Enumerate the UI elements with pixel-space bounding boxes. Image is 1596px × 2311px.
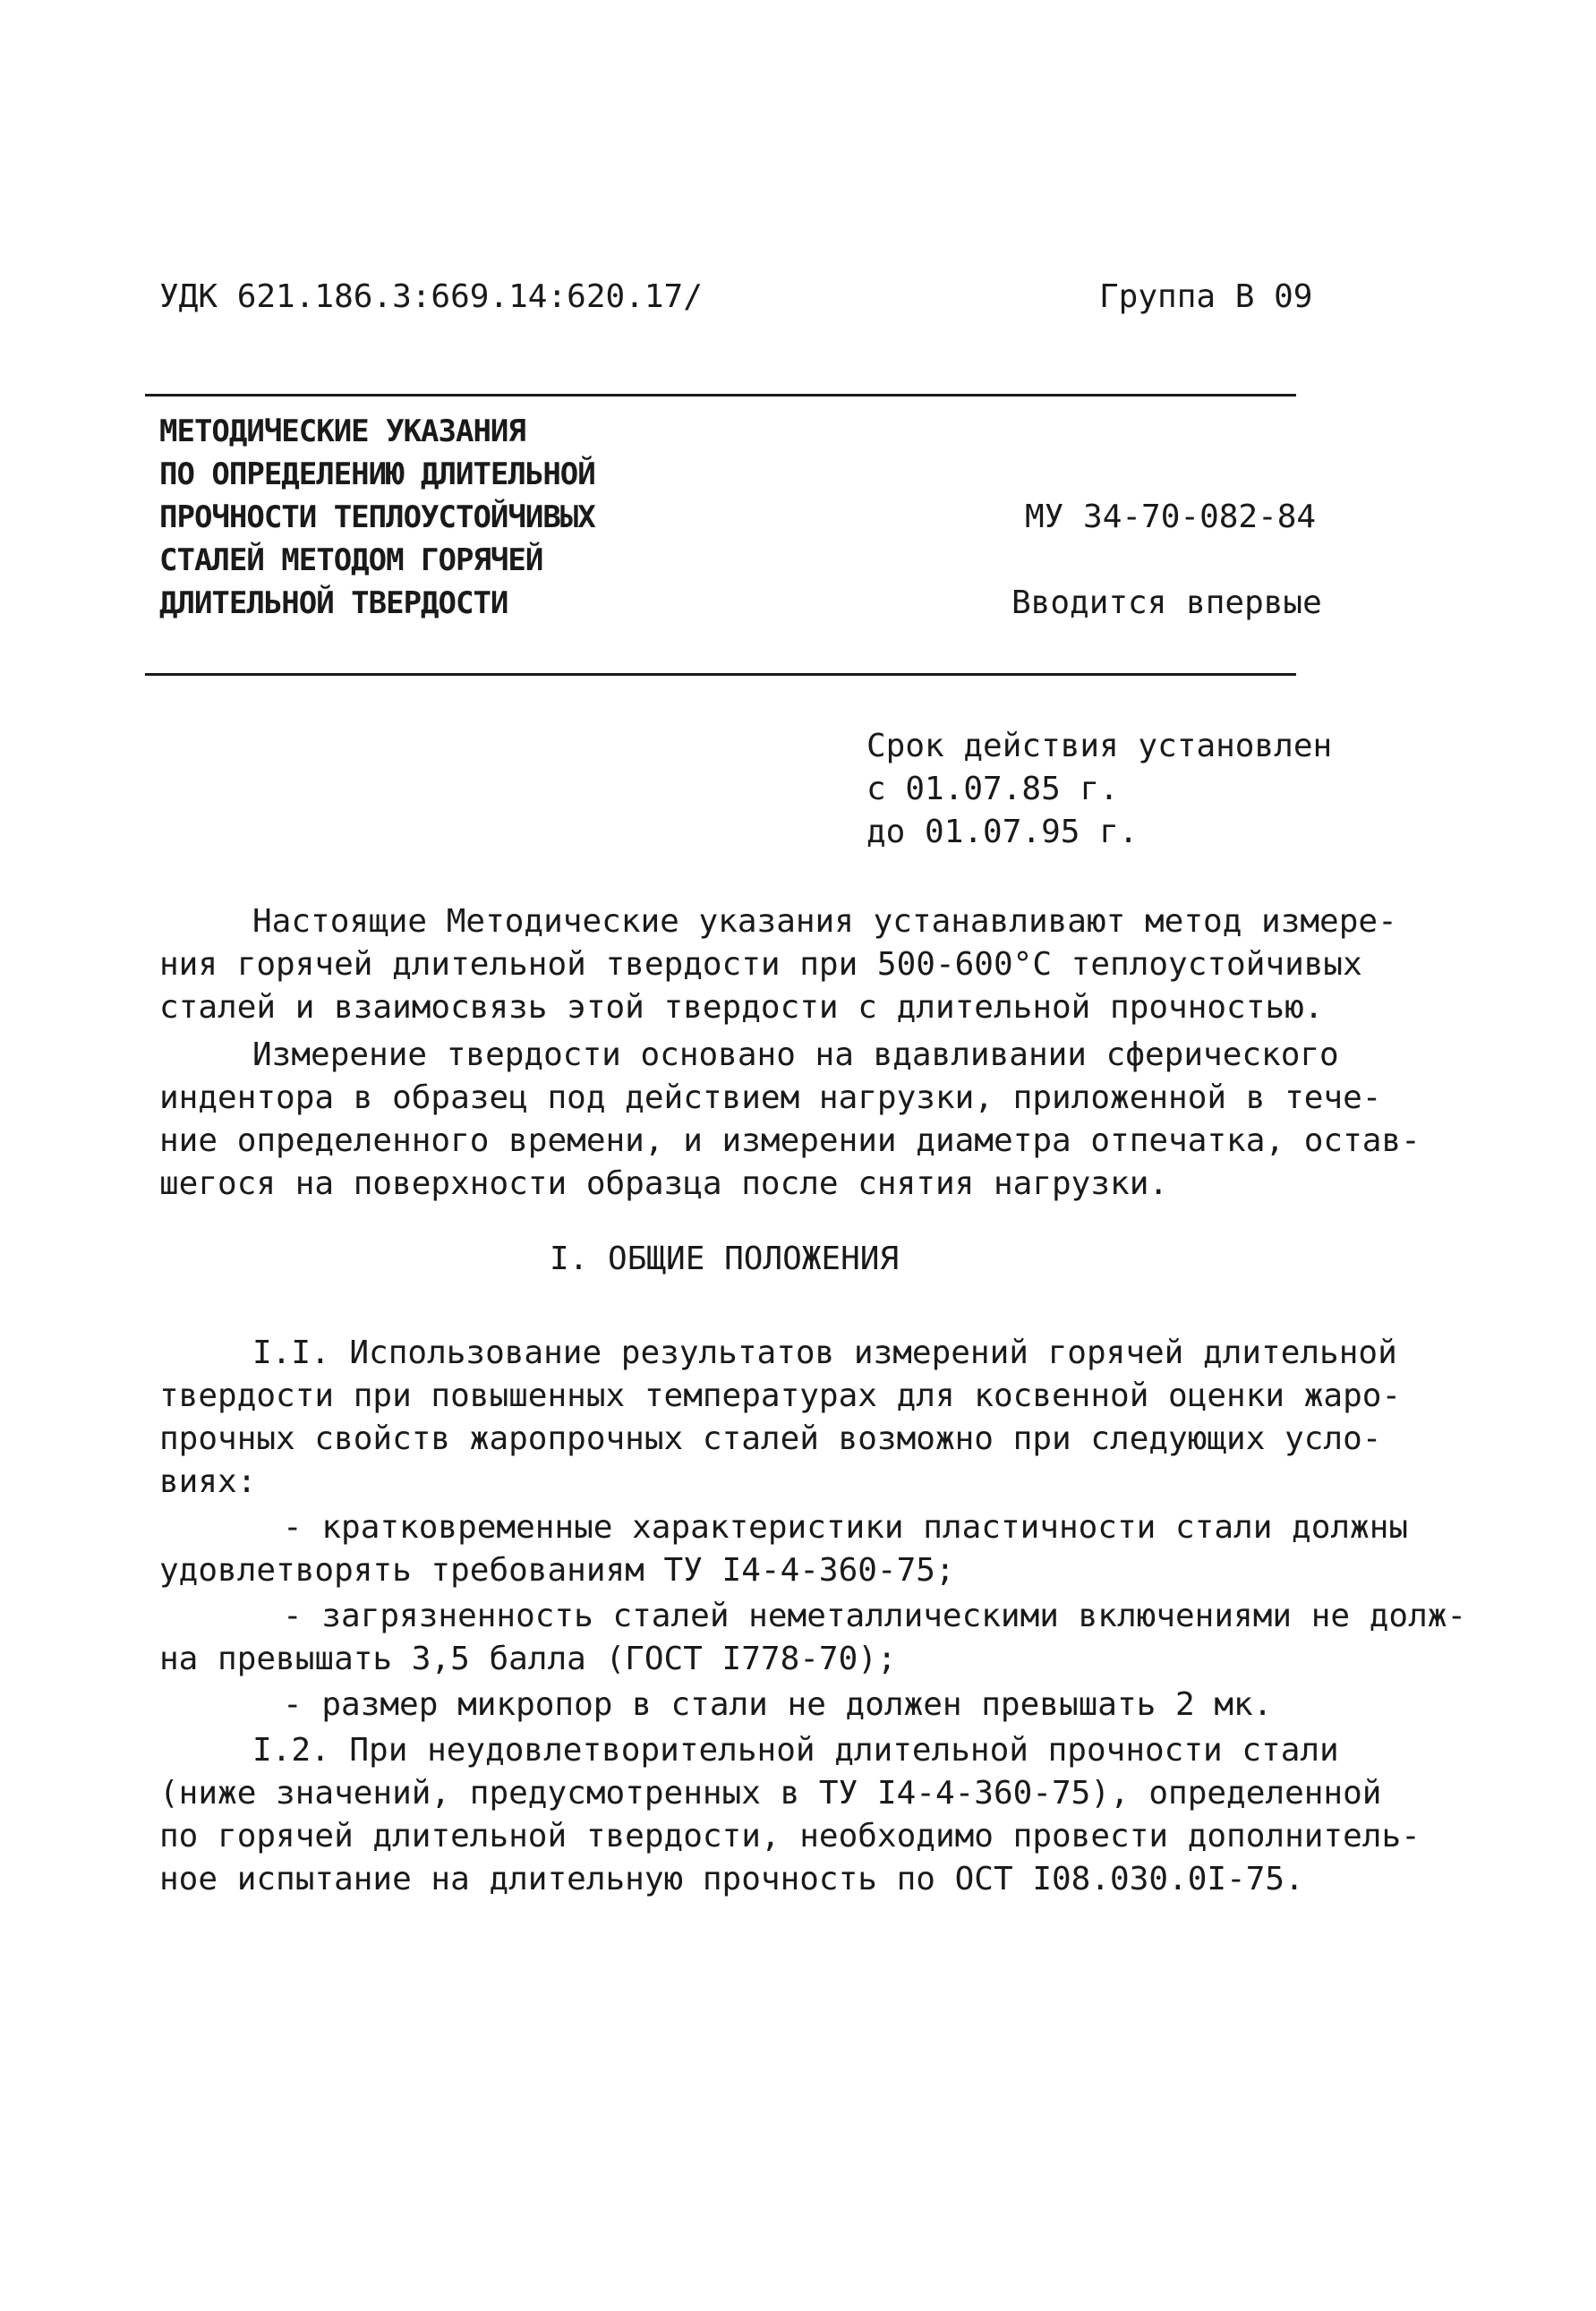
validity-line: до 01.07.95 г. xyxy=(866,814,1139,850)
condition-bullet-line: - размер микропор в стали не должен превышать 2 мк. xyxy=(283,1686,1273,1723)
intro-paragraph-line: Настоящие Методические указания устанавливают метод измере- xyxy=(252,903,1397,940)
title-line: ПО ОПРЕДЕЛЕНИЮ ДЛИТЕЛЬНОЙ xyxy=(159,456,595,492)
top-rule xyxy=(145,394,1296,397)
clause-line: твердости при повышенных температурах для косвенной оценки жаро- xyxy=(159,1377,1402,1414)
clause-line: ное испытание на длительную прочность по ОСТ I08.030.0I-75. xyxy=(159,1861,1304,1897)
intro-paragraph-line: сталей и взаимосвязь этой твердости с длительной прочностью. xyxy=(159,989,1324,1026)
title-line: ПРОЧНОСТИ ТЕПЛОУСТОЙЧИВЫХ xyxy=(159,499,595,535)
intro-paragraph-line: ние определенного времени, и измерении диаметра отпечатка, остав- xyxy=(159,1122,1421,1159)
title-line: МЕТОДИЧЕСКИЕ УКАЗАНИЯ xyxy=(159,414,525,449)
intro-paragraph-line: индентора в образец под действием нагрузки, приложенной в тече- xyxy=(159,1079,1382,1116)
clause-line: прочных свойств жаропрочных сталей возможно при следующих усло- xyxy=(159,1420,1382,1457)
validity-line: с 01.07.85 г. xyxy=(866,771,1119,807)
document-designation: МУ 34-70-082-84 xyxy=(1025,499,1317,535)
clause-line: I.I. Использование результатов измерений горячей длительной xyxy=(252,1335,1397,1371)
intro-paragraph-line: шегося на поверхности образца после снятия нагрузки. xyxy=(159,1165,1169,1202)
title-line: ДЛИТЕЛЬНОЙ ТВЕРДОСТИ xyxy=(159,585,508,621)
intro-paragraph-line: ния горячей длительной твердости при 500-600°С теплоустойчивых xyxy=(159,946,1362,983)
group-code: Группа В 09 xyxy=(1099,278,1313,315)
title-line: СТАЛЕЙ МЕТОДОМ ГОРЯЧЕЙ xyxy=(159,542,543,578)
clause-line: виях: xyxy=(159,1463,257,1500)
clause-line: I.2. При неудовлетворительной длительной прочности стали xyxy=(252,1732,1339,1769)
bottom-rule xyxy=(145,673,1296,676)
clause-line: по горячей длительной твердости, необходимо провести дополнитель- xyxy=(159,1818,1421,1855)
condition-bullet-line: - загрязненность сталей неметаллическими включениями не долж- xyxy=(283,1598,1467,1634)
clause-line: (ниже значений, предусмотренных в ТУ I4-4-360-75), определенной xyxy=(159,1775,1382,1812)
intro-paragraph-line: Измерение твердости основано на вдавливании сферического xyxy=(252,1036,1339,1073)
condition-bullet-line: на превышать 3,5 балла (ГОСТ I778-70); xyxy=(159,1641,897,1677)
condition-bullet-line: удовлетворять требованиям ТУ I4-4-360-75; xyxy=(159,1552,955,1589)
section-heading: I. ОБЩИЕ ПОЛОЖЕНИЯ xyxy=(550,1241,900,1277)
condition-bullet-line: - кратковременные характеристики пластичности стали должны xyxy=(283,1509,1409,1546)
introduction-note: Вводится впервые xyxy=(1011,584,1322,621)
udc-code: УДК 621.186.3:669.14:620.17/ xyxy=(159,278,703,315)
validity-line: Срок действия установлен xyxy=(866,728,1333,764)
